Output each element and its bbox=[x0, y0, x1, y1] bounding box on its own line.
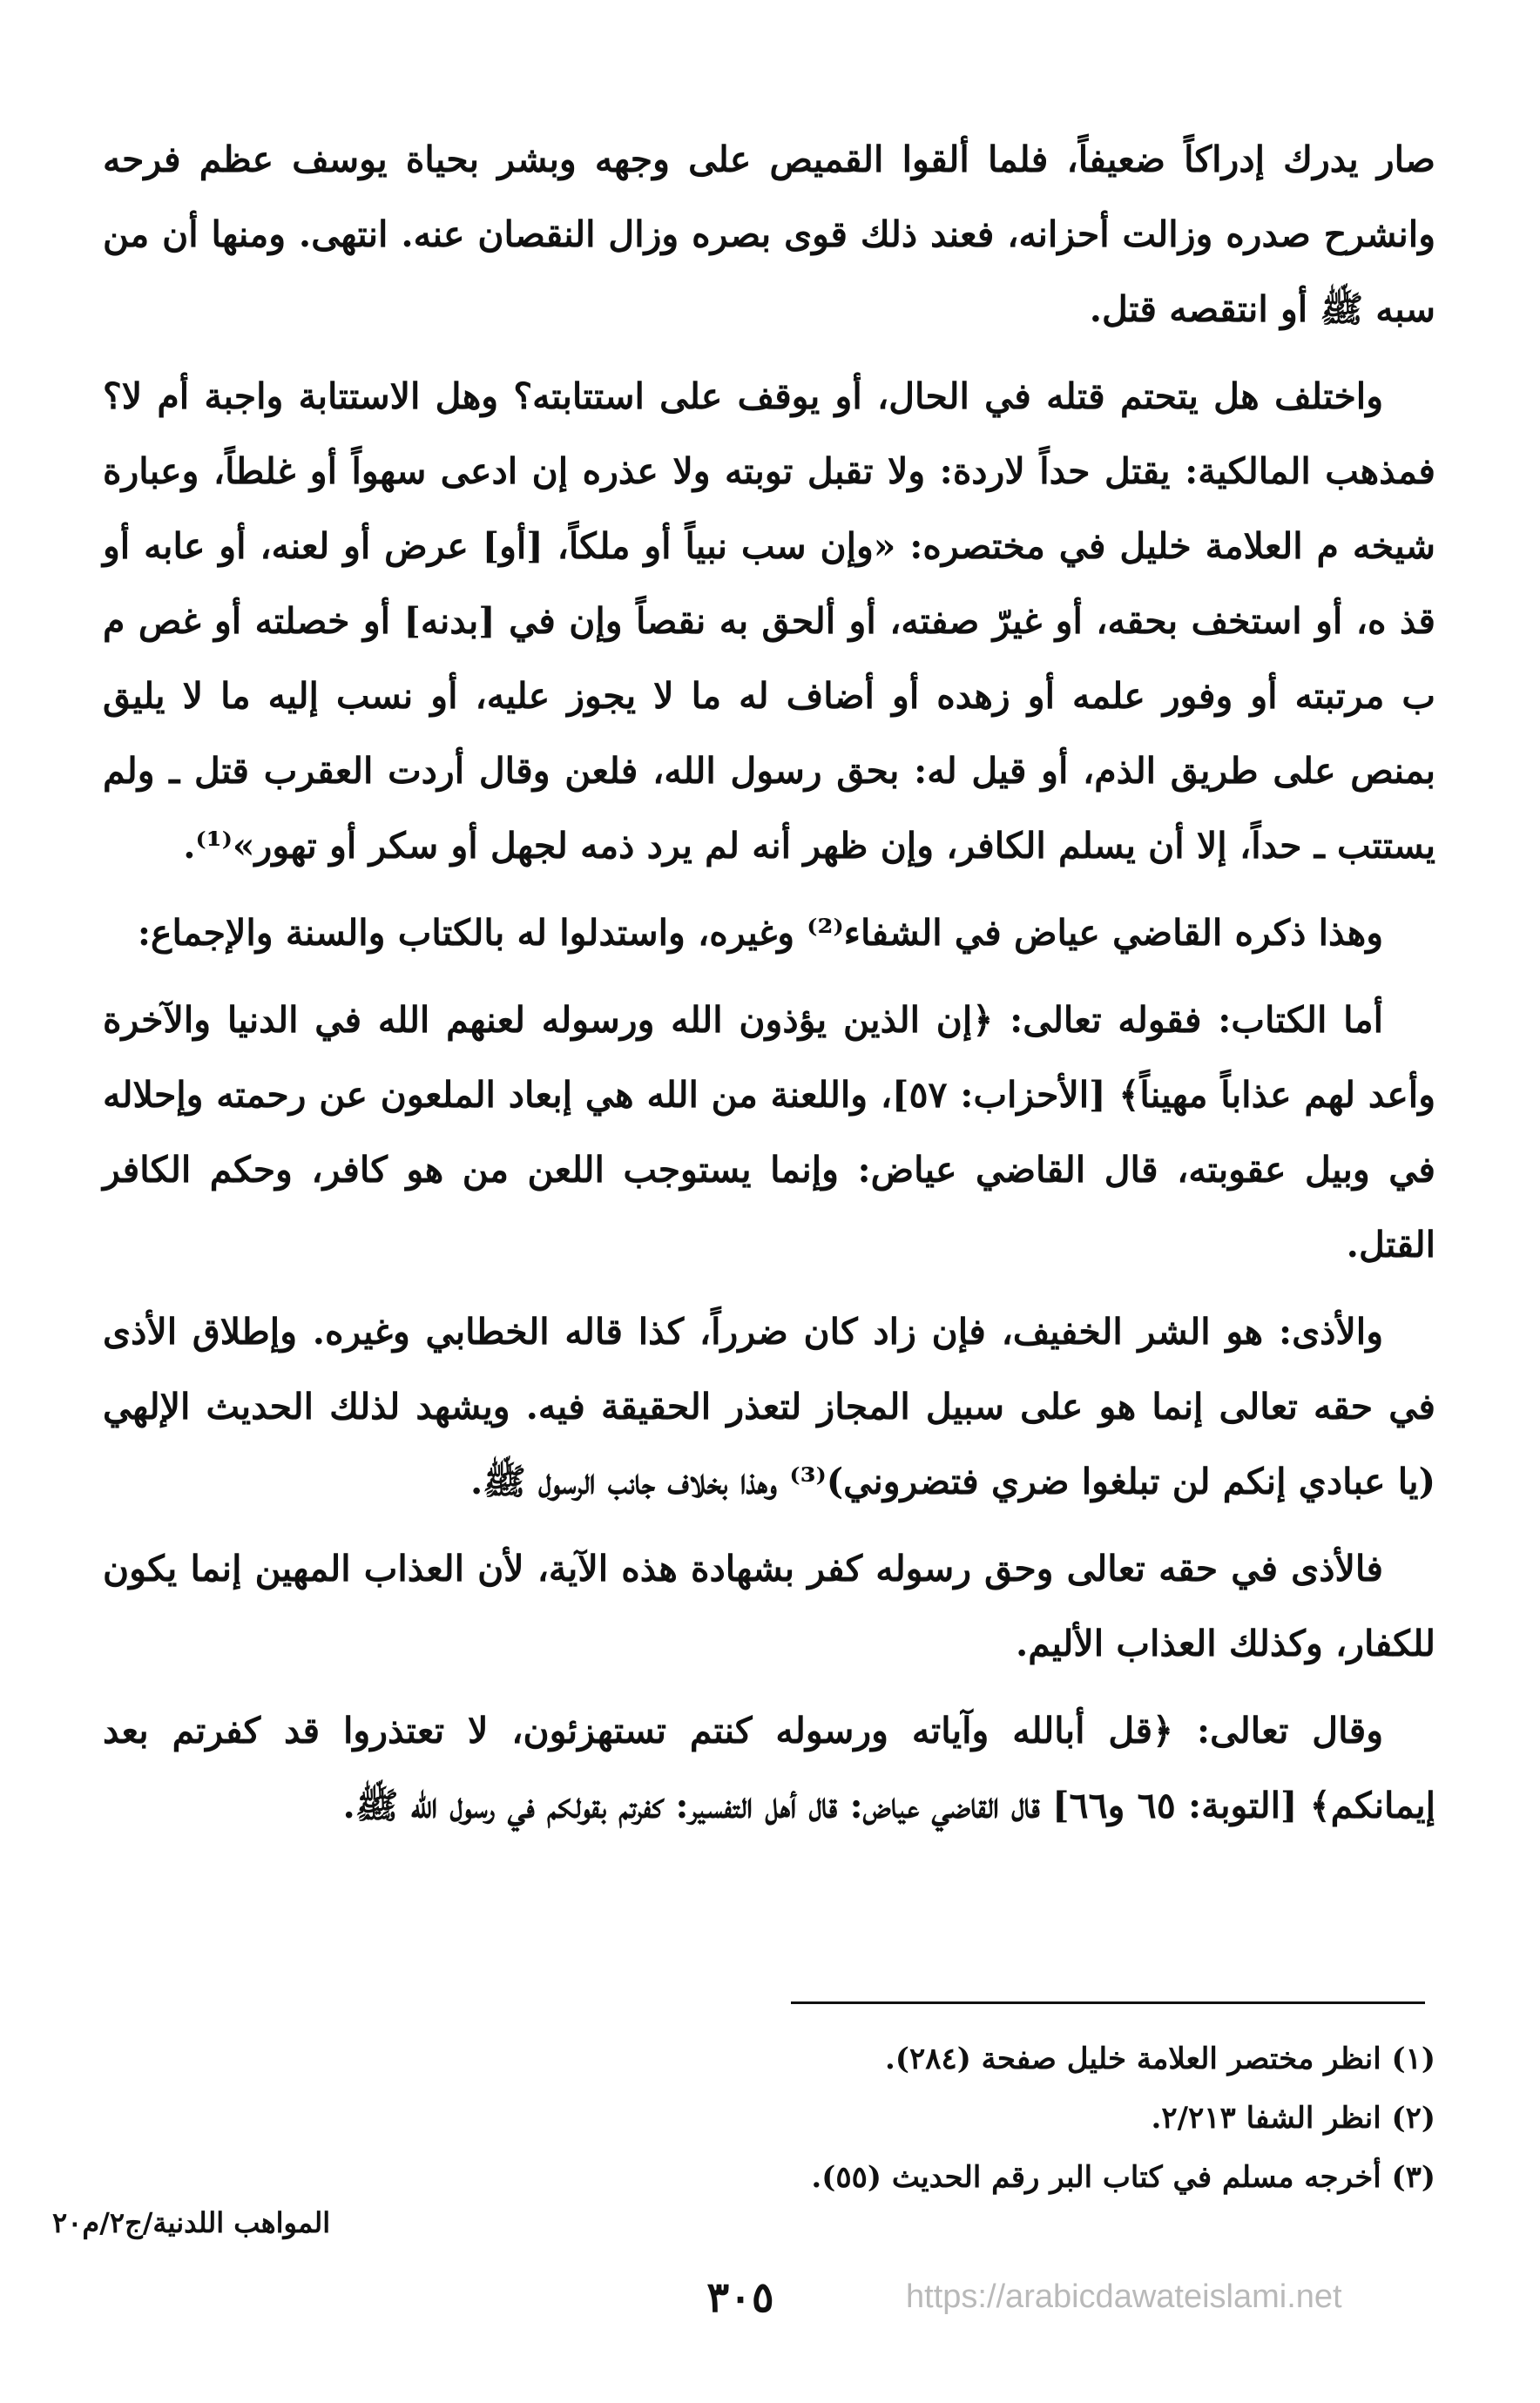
paragraph-1: صار يدرك إدراكاً ضعيفاً، فلما ألقوا القميص على وجهه وبشر بحياة يوسف عظم فرحه وانشرح صدره وزالت أحزانه، فعند ذلك قوى بصره وزال النقصان عنه. انتهى. ومنها أن من سبه ﷺ أو انتقصه قتل. bbox=[103, 138, 1435, 330]
paragraph-4: أما الكتاب: فقوله تعالى: ﴿إن الذين يؤذون الله ورسوله لعنهم الله في الدنيا والآخرة وأعد لهم عذاباً مهيناً﴾ [الأحزاب: ٥٧]، واللعنة من الله هي إبعاد الملعون عن رحمته وإحلاله في وبيل عقوبته، قال القاضي عياض: وإنما يستوجب اللعن من هو كافر، وحكم الكافر القتل. bbox=[103, 999, 1435, 1266]
paragraph-5: والأذى: هو الشر الخفيف، فإن زاد كان ضرراً، كذا قاله الخطابي وغيره. وإطلاق الأذى في حقه تعالى إنما هو على سبيل المجاز لتعذر الحقيقة فيه. ويشهد لذلك الحديث الإلهي (يا عبادي إنكم لن تبلغوا ضري فتضروني)⁽³⁾ وهذا بخلاف جانب الرسول ﷺ. bbox=[103, 1311, 1435, 1502]
footnote-3: (٣) أخرجه مسلم في كتاب البر رقم الحديث (٥٥). bbox=[811, 2160, 1435, 2195]
footnote-1: (١) انظر مختصر العلامة خليل صفحة (٢٨٤). bbox=[885, 2042, 1435, 2076]
paragraph-3: وهذا ذكره القاضي عياض في الشفاء⁽²⁾ وغيره، واستدلوا له بالكتاب والسنة والإجماع: bbox=[137, 912, 1383, 954]
footnote-2: (٢) انظر الشفا ٢/٢١٣. bbox=[1151, 2101, 1435, 2136]
paragraph-6: فالأذى في حقه تعالى وحق رسوله كفر بشهادة هذه الآية، لأن العذاب المهين إنما يكون للكفار، وكذلك العذاب الأليم. bbox=[103, 1548, 1435, 1664]
page-number: ٣٠٥ bbox=[706, 2273, 774, 2322]
paragraph-7: وقال تعالى: ﴿قل أبالله وآياته ورسوله كنتم تستهزئون، لا تعتذروا قد كفرتم بعد إيمانكم﴾ [التوبة: ٦٥ و٦٦] قال القاضي عياض: قال أهل التفسير: كفرتم بقولكم في رسول الله ﷺ. bbox=[103, 1710, 1435, 1826]
footnotes bbox=[103, 2029, 1435, 2207]
book-signature: المواهب اللدنية/ج٢/م٢٠ bbox=[52, 2206, 331, 2239]
footnote-separator bbox=[791, 2001, 1425, 2004]
paragraph-2: واختلف هل يتحتم قتله في الحال، أو يوقف على استتابته؟ وهل الاستتابة واجبة أم لا؟ فمذهب المالكية: يقتل حداً لاردة: ولا تقبل توبته ولا عذره إن ادعى سهواً أو غلطاً، وعبارة شيخه م العلامة خليل في مختصره: «وإن سب نبياً أو ملكاً، [أو] عرض أو لعنه، أو عابه أو قذ ه، أو استخف بحقه، أو غيرّ صفته، أو ألحق به نقصاً وإن في [بدنه] أو خصلته أو غص م ب مرتبته أو وفور علمه أو زهده أو أضاف له ما لا يجوز عليه، أو نسب إليه ما لا يليق بمنص على طريق الذم، أو قيل له: بحق رسول الله، فلعن وقال أردت العقرب قتل ـ ولم يستتب ـ حداً، إلا أن يسلم الكافر، وإن ظهر أنه لم يرد ذمه لجهل أو سكر أو تهور»⁽¹⁾. bbox=[103, 375, 1435, 867]
watermark-url: https://arabicdawateislami.net bbox=[906, 2278, 1342, 2315]
body-text bbox=[103, 122, 1435, 1855]
